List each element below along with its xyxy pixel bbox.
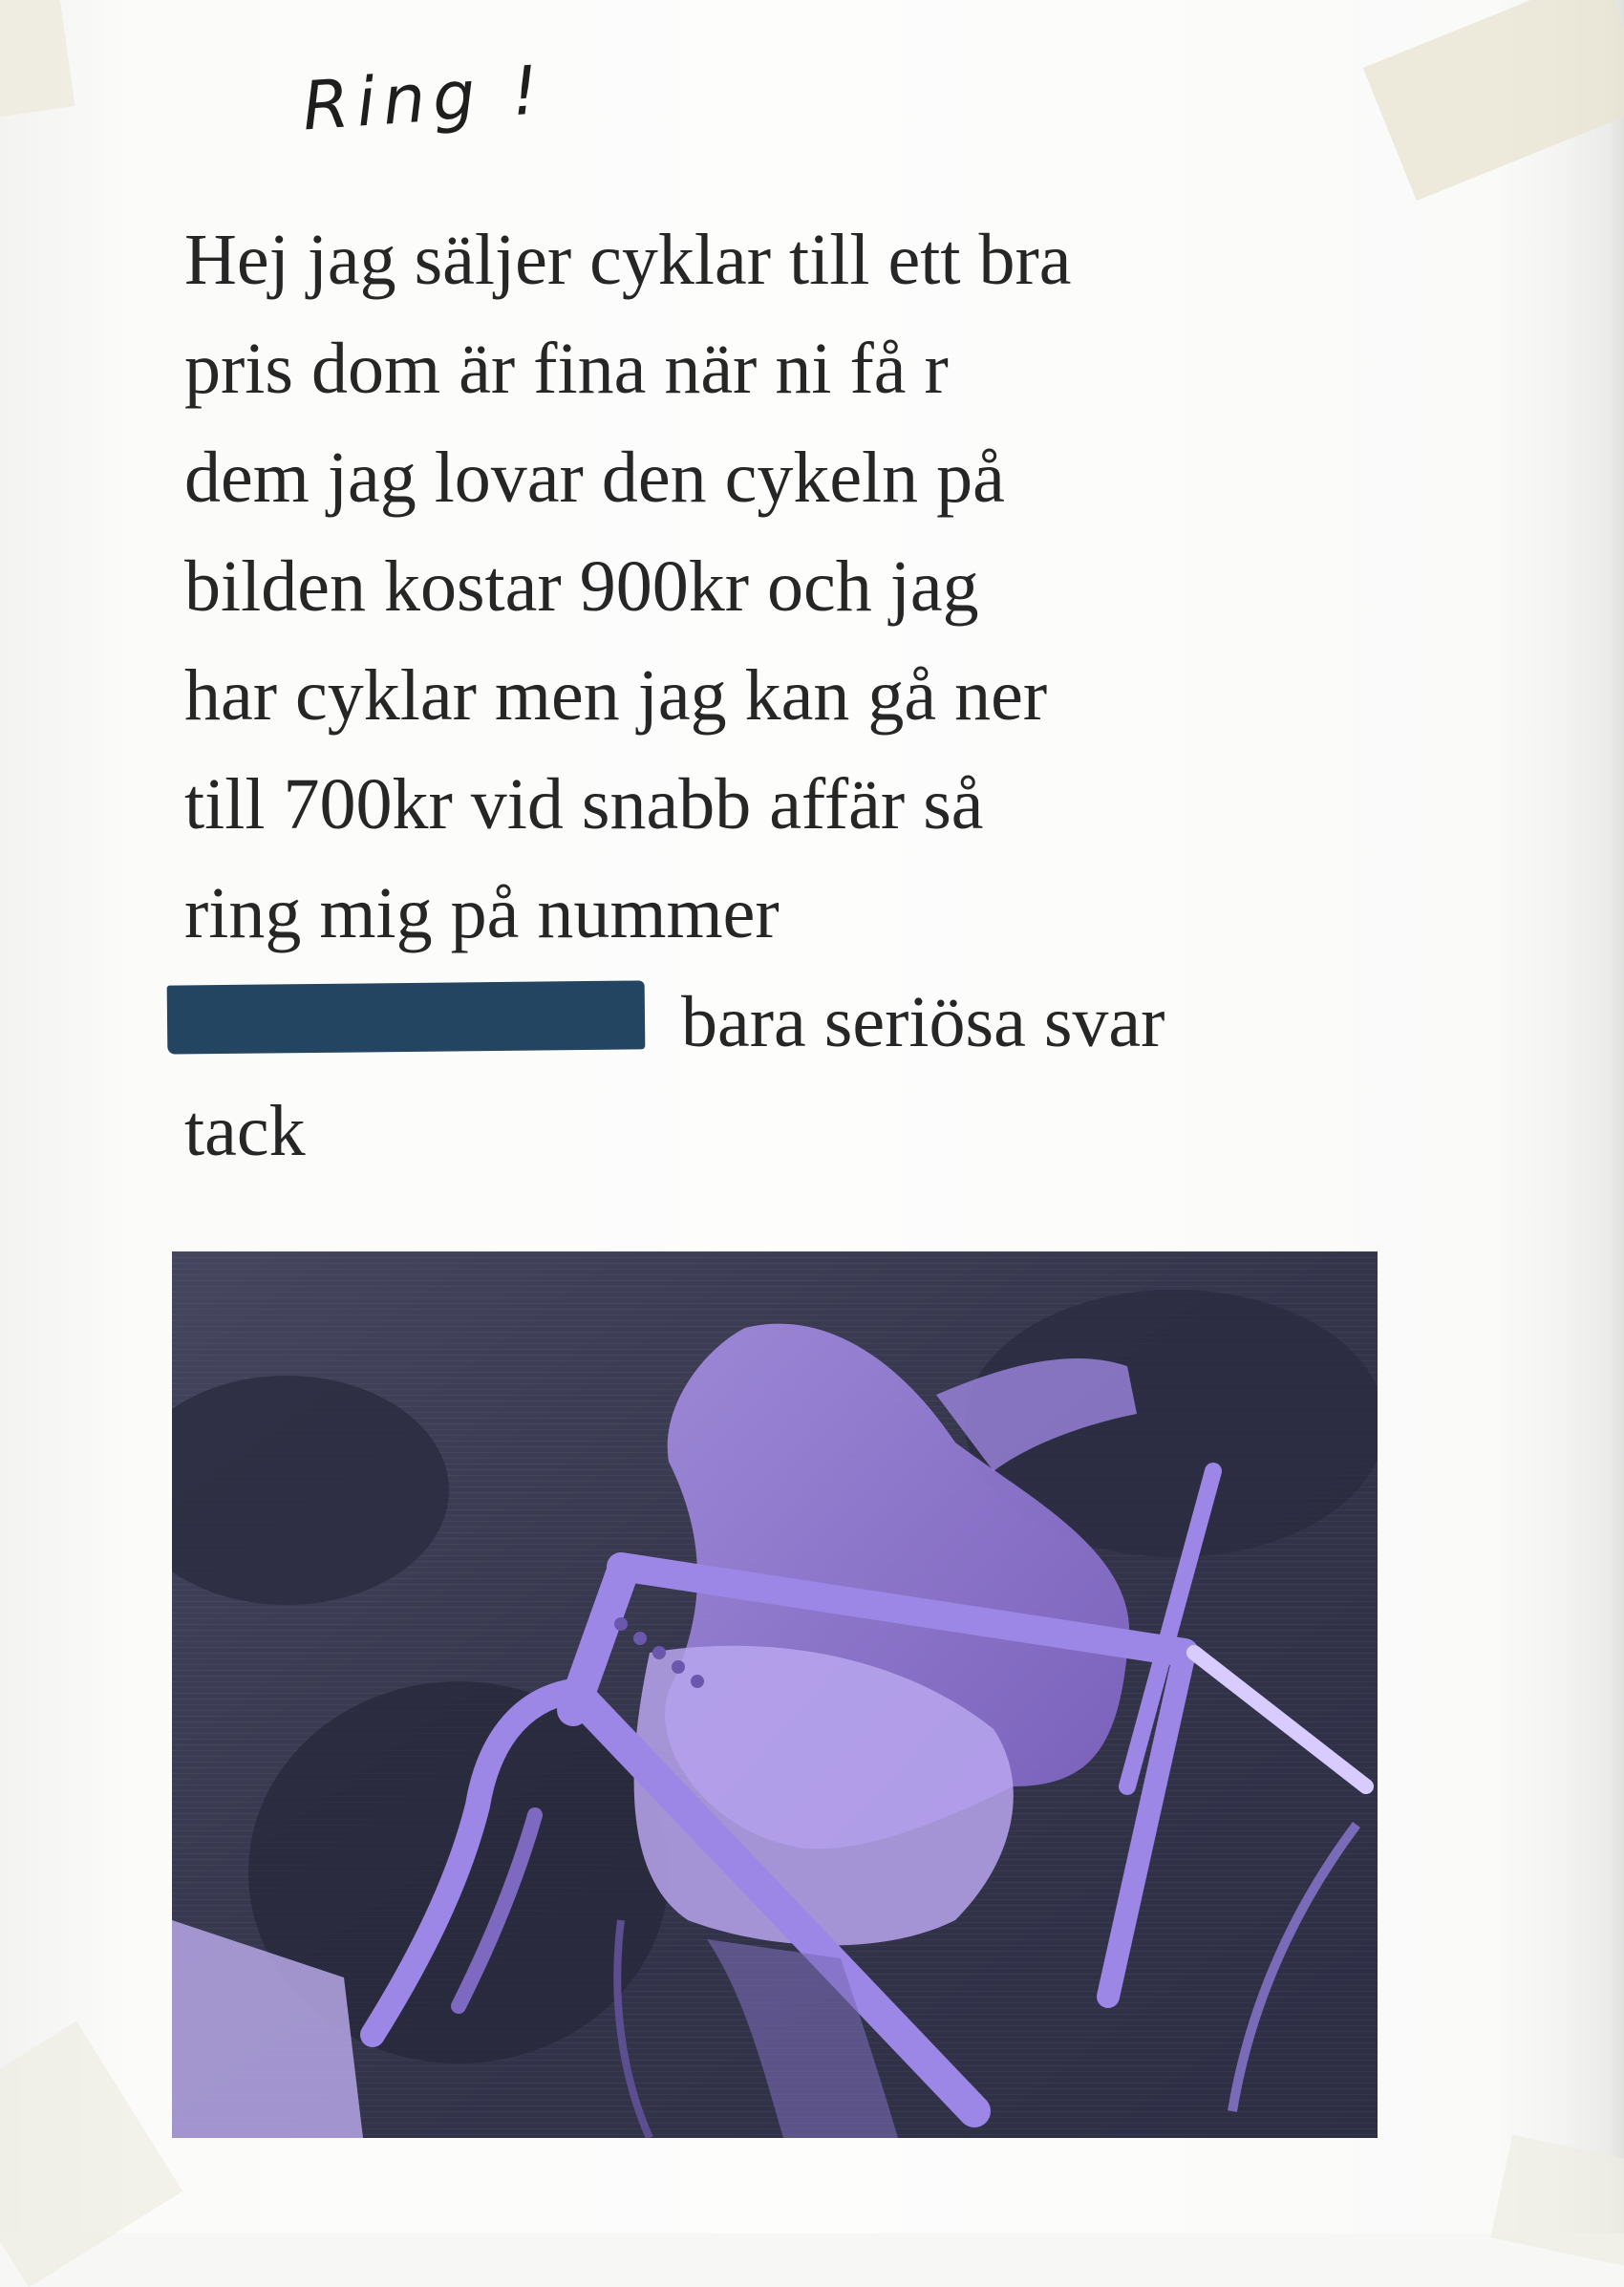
bicycle-photo-image	[172, 1251, 1378, 2138]
ad-line-with-redaction	[184, 968, 1388, 1077]
ad-line: dem jag lovar den cykeln på	[184, 438, 1005, 518]
ad-line: till 700kr vid snabb affär så	[184, 764, 984, 844]
ad-line: Hej jag säljer cyklar till ett bra	[184, 220, 1072, 300]
ad-line: ring mig på nummer	[184, 873, 780, 953]
handwritten-note: Ring !	[299, 50, 549, 146]
bicycle-photo	[172, 1251, 1378, 2138]
redacted-phone-number	[167, 980, 646, 1054]
ad-text	[184, 205, 1388, 1186]
ad-line: har cyklar men jag kan gå ner	[184, 655, 1048, 736]
ad-line: bara seriösa svar	[681, 982, 1165, 1062]
ad-line: tack	[184, 1091, 306, 1171]
ad-line: pris dom är fina när ni få r	[184, 329, 949, 409]
tape-bottom-right	[1490, 2135, 1624, 2270]
ad-line: bilden kostar 900kr och jag	[184, 546, 979, 627]
paper-edge-shadow	[1567, 0, 1624, 2234]
